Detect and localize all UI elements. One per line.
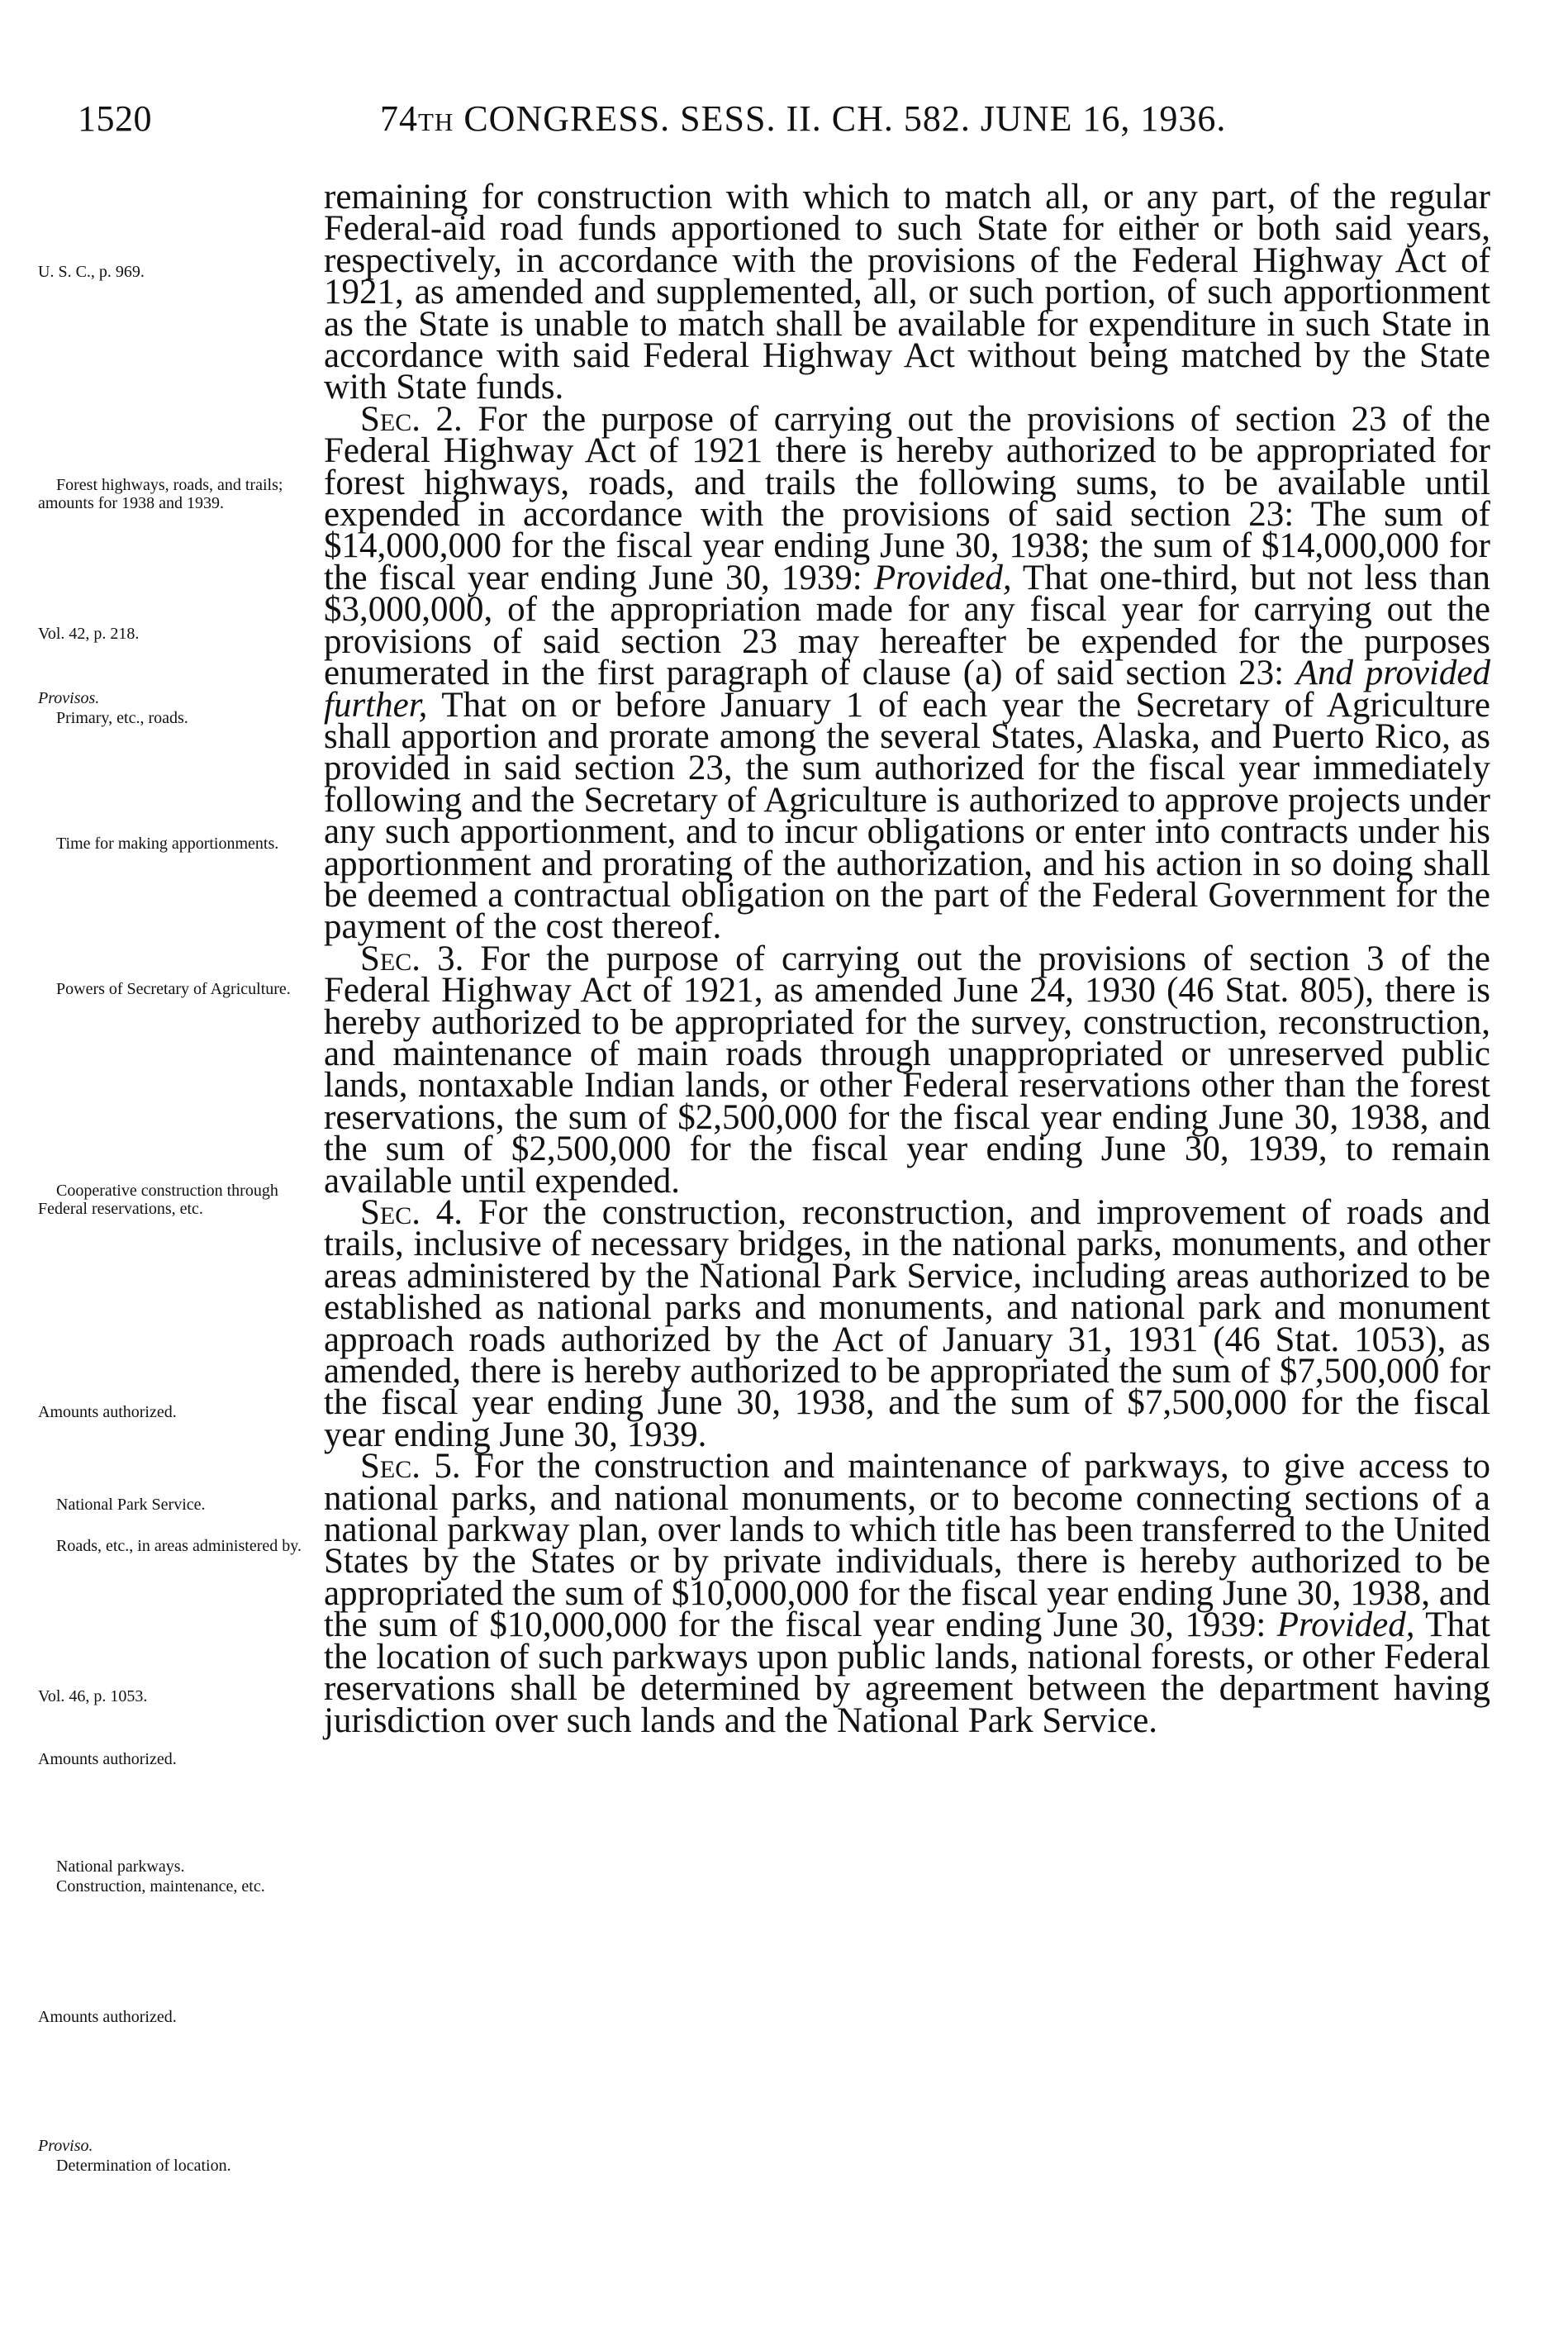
section-label: Sec. 5. — [360, 1447, 461, 1486]
margin-note-construction: Construction, maintenance, etc. — [56, 1877, 265, 1896]
section-text: For the construction, reconstruction, and improvement of roads and trails, inclusive of necessary bridges, in the national parks, monuments, and other areas administered by the National Park Service, including areas authorized to be established as national parks and monuments, and national park and monument approach roads authorized by the Act of January 31, 1931 (46 Stat. 1053), as amended, there is hereby authorized to be appropriated the sum of $7,500,000 for the fiscal year ending June 30, 1938, and the sum of $7,500,000 for the fiscal year ending June 30, 1939. — [324, 1193, 1490, 1454]
paragraph-continuation: remaining for construction with which to match all, or any part, of the regular Federal-aid road funds apportioned to such State for either or both said years, respectively, in accordance with the provisions of the Federal Highway Act of 1921, as amended and supplemented, all, or such portion, of such apportionment as the State is unable to match shall be available for expenditure in such State in accordance with said Federal Highway Act without being matched by the State with State funds. — [324, 178, 1490, 407]
margin-note-powers: Powers of Secretary of Agriculture. — [56, 980, 291, 998]
margin-note-determination: Determination of location. — [56, 2157, 231, 2175]
section-text: That on or before January 1 of each year the Secretary of Agriculture shall apportion and prorate among the several States, Alaska, and Puerto Rico, as provided in said section 23, the sum authorized for the fiscal year immediately following and the Secretary of Agriculture is authorized to approve projects under any such apportionment, and to incur obligations or enter into contracts under his apportionment and prorating of the authorization, and his action in so doing shall be deemed a contractual obligation on the part of the Federal Government for the payment of the cost thereof. — [324, 685, 1490, 947]
proviso-word: Provided, — [873, 558, 1012, 597]
margin-note-forest: Forest highways, roads, and trails; amounts for 1938 and 1939. — [38, 476, 283, 512]
section-text: For the purpose of carrying out the provisions of section 23 of the Federal Highway Act of 1921 there is hereby authorized to be appropriated for forest highways, roads, and trails the following sums, to be available until expended in accordance with the provisions of said section 23: The sum of $14,000,000 for the fiscal year ending June 30, 1938; the sum of $14,000,000 for the fiscal year ending June 30, 1939: — [324, 399, 1491, 597]
proviso-word: Provided, — [1276, 1605, 1415, 1645]
proviso-word: And provided further, — [324, 654, 1490, 725]
margin-note-time: Time for making apportionments. — [56, 835, 279, 853]
section-text: That the location of such parkways upon public lands, national forests, or other Federal reservations shall be determined by agreement between the department having jurisdiction over such lands and the National Park Service. — [324, 1605, 1491, 1740]
margin-note-vol46: Vol. 46, p. 1053. — [38, 1687, 148, 1705]
margin-note-usc: U. S. C., p. 969. — [38, 263, 145, 281]
page-number: 1520 — [78, 98, 152, 139]
margin-note-cooperative: Cooperative construction through Federal reservations, etc. — [38, 1182, 278, 1218]
margin-note-amounts-2: Amounts authorized. — [38, 1750, 177, 1768]
section-label: Sec. 2. — [360, 399, 463, 439]
section-text: For the purpose of carrying out the provisions of section 3 of the Federal Highway Act of 1921, as amended June 24, 1930 (46 Stat. 805), there is hereby authorized to be appropriated for the survey, construction, reconstruction, and maintenance of main roads through unappropriated or unreserved public lands, nontaxable Indian lands, or other Federal reservations other than the forest reservations, the sum of $2,500,000 for the fiscal year ending June 30, 1938, and the sum of $2,500,000 for the fiscal year ending June 30, 1939, to remain available until expended. — [324, 939, 1491, 1201]
margin-note-parkways: National parkways. — [56, 1857, 185, 1876]
margin-note-vol42: Vol. 42, p. 218. — [38, 625, 140, 643]
margin-note-roads-areas: Roads, etc., in areas administered by. — [56, 1537, 302, 1555]
body-text — [324, 178, 1491, 1740]
section-label: Sec. 3. — [360, 939, 464, 978]
section-5 — [324, 1447, 1491, 1740]
section-3 — [324, 939, 1491, 1201]
section-4 — [324, 1193, 1490, 1454]
section-text: For the construction and maintenance of parkways, to give access to national parks, and national monuments, or to become connecting sections of a national parkway plan, over lands to which title has been transferred to the United States by the States or by private individuals, there is hereby authorized to be appropriated the sum of $10,000,000 for the fiscal year ending June 30, 1938, and the sum of $10,000,000 for the fiscal year ending June 30, 1939: — [324, 1447, 1491, 1645]
section-label: Sec. 4. — [360, 1193, 463, 1232]
running-head: 74th CONGRESS. SESS. II. CH. 582. JUNE 16, 1936. — [380, 98, 1227, 139]
margin-note-amounts-1: Amounts authorized. — [38, 1403, 177, 1421]
margin-note-nps: National Park Service. — [56, 1496, 206, 1514]
margin-note-amounts-3: Amounts authorized. — [38, 2008, 177, 2026]
margin-note-proviso: Proviso. — [38, 2137, 93, 2155]
section-text: That one-third, but not less than $3,000,000, of the appropriation made for any fiscal year for carrying out the provisions of said section 23 may hereafter be expended for the purposes enumerated in the first paragraph of clause (a) of said section 23: — [324, 558, 1490, 693]
margin-note-provisos: Provisos. — [38, 689, 100, 707]
section-2 — [324, 399, 1491, 947]
margin-note-primary: Primary, etc., roads. — [56, 709, 188, 727]
